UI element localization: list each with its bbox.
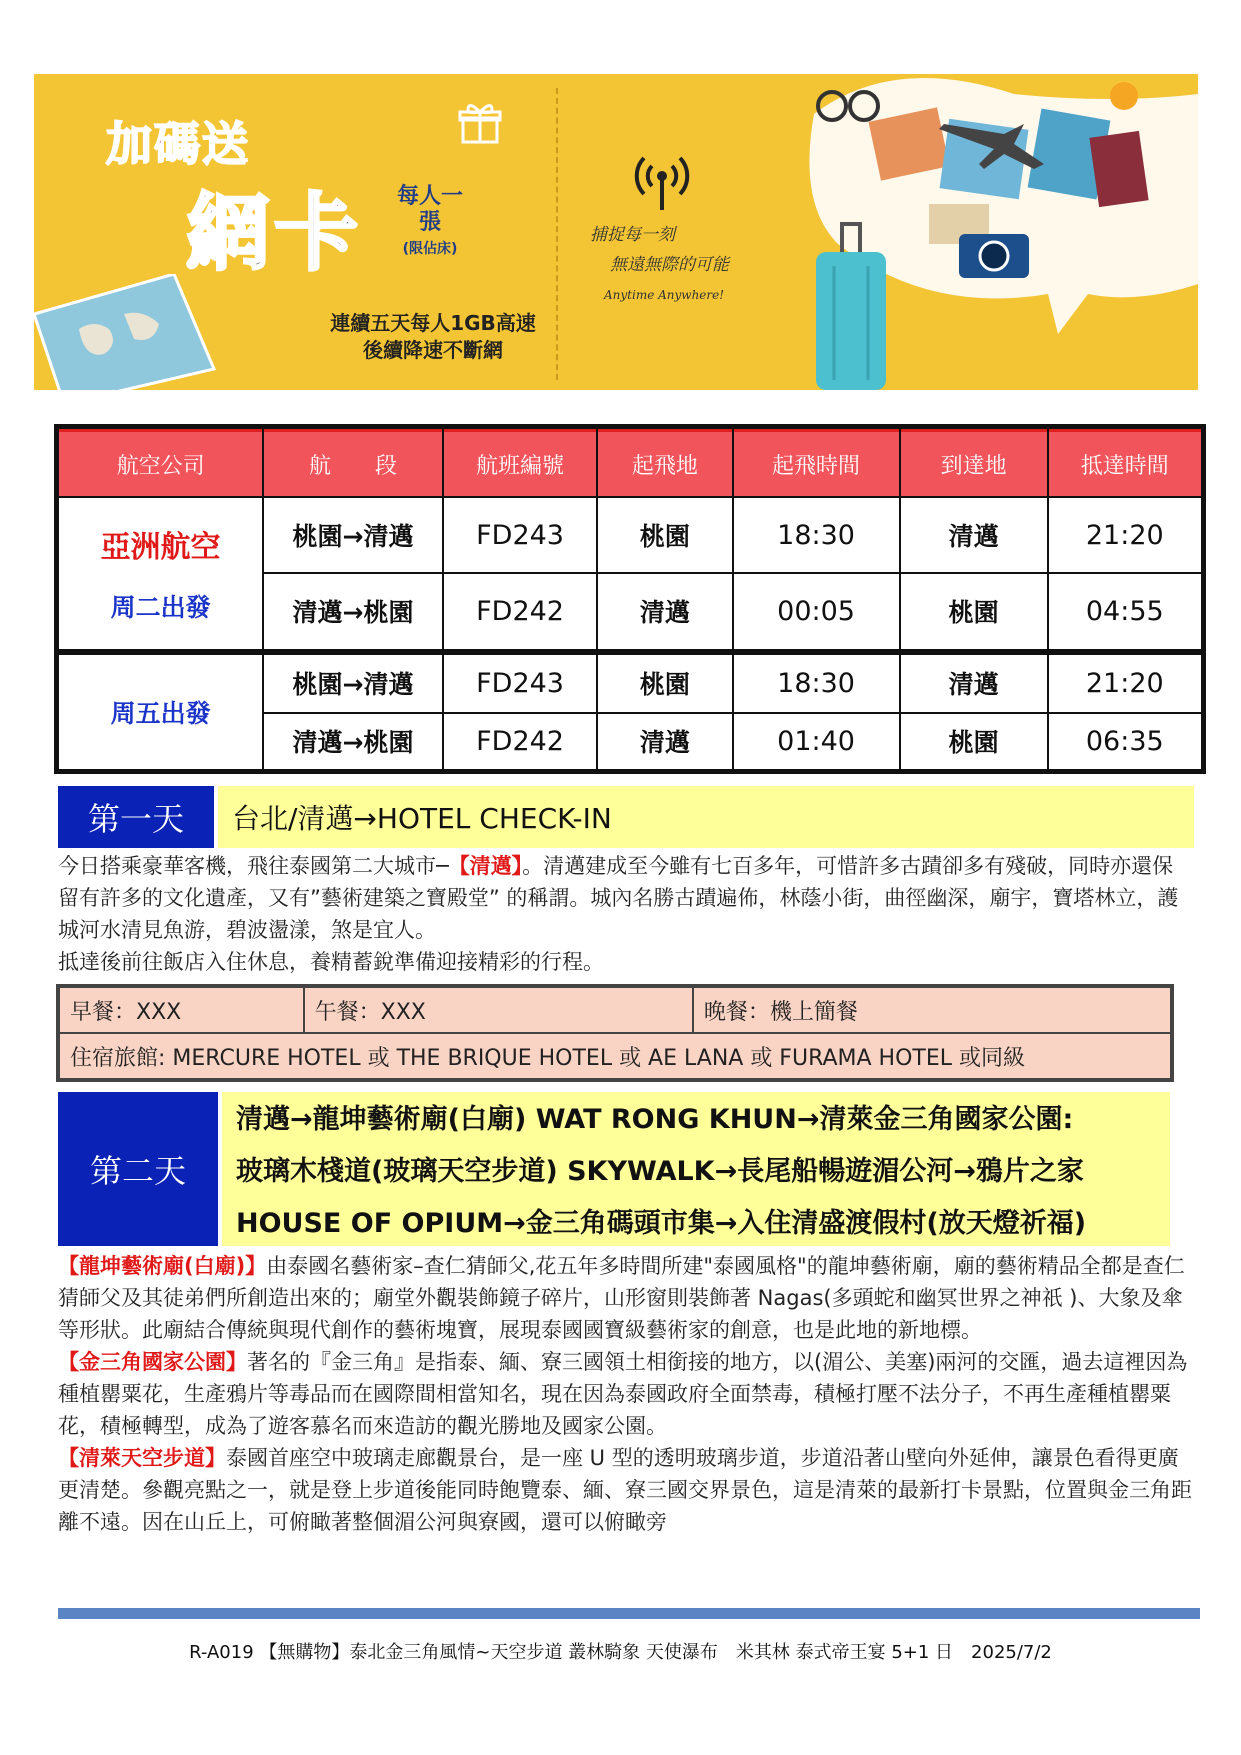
day2-label: 第二天 [58,1092,218,1246]
banner-description [278,310,588,364]
banner-desc-line2: 後續降速不斷網 [363,338,503,362]
header-arrival-city: 到達地 [901,429,1047,496]
departure-time-cell: 00:05 [734,574,899,648]
day1-p1-text-a: 今日搭乘豪華客機，飛往泰國第二大城市─ [58,854,449,878]
day-friday: 周五出發 [59,651,262,770]
day1-label: 第一天 [58,786,214,848]
departure-time-cell: 18:30 [734,651,899,712]
per-person-text: 每人一張 [396,184,463,235]
dinner-cell: 晚餐：機上簡餐 [693,987,1171,1033]
day2-title-line2: 玻璃木棧道(玻璃天空步道) SKYWALK→長尾船暢遊湄公河→鴉片之家 [236,1156,1084,1187]
hotel-cell: 住宿旅館: MERCURE HOTEL 或 THE BRIQUE HOTEL 或 AE LANA 或 FURAMA HOTEL 或同級 [59,1033,1171,1079]
table-row [59,987,1171,1033]
day1-p1-text-b: 。清邁建成至今雖有七百多年，可惜許多古蹟卻多有殘破，同時亦還保留有許多的文化遺產，又有”藝術建築之寶殿堂” 的稱謂。城內名勝古蹟遍佈，林蔭小街，曲徑幽深，廟宇，寶塔林立，護城河水清見魚游，碧波盪漾，煞是宜人。 [58,854,1179,942]
day2-description [58,1250,1192,1538]
day2-title [222,1092,1170,1246]
slogan-line1: 捕捉每一刻 [590,225,675,245]
slogan-line2: 無遠無際的可能 [610,255,729,275]
header-flight-no: 航班編號 [444,429,596,496]
departure-city-cell: 清邁 [598,714,731,769]
banner-slogan [590,220,729,310]
per-person-note: (限佔床) [402,241,458,257]
table-row [59,1033,1171,1079]
world-map-icon [34,274,224,390]
departure-city-cell: 桃園 [598,498,731,572]
arrival-city-cell: 清邁 [901,498,1047,572]
arrival-city-cell: 清邁 [901,651,1047,712]
banner-title-simcard: 網卡 [186,184,363,282]
banner-desc-line1: 連續五天每人1GB高速 [330,311,536,335]
day1-title: 台北/清邁→HOTEL CHECK-IN [218,786,1194,848]
header-departure-time: 起飛時間 [734,429,899,496]
page-footer: R-A019 【無購物】泰北金三角風情~天空步道 叢林騎象 天使瀑布 米其林 泰式帝王宴 5+1 日 2025/7/2 [189,1642,1052,1663]
arrival-city-cell: 桃園 [901,574,1047,648]
flight-no-cell: FD242 [444,714,596,769]
day2-title-line1: 清邁→龍坤藝術廟(白廟) WAT RONG KHUN→清萊金三角國家公園: [236,1104,1074,1135]
departure-time-cell: 01:40 [734,714,899,769]
promo-banner [34,74,1198,390]
table-row [59,651,1201,712]
skywalk-heading: 【清萊天空步道】 [58,1446,226,1470]
day2-section-golden-triangle [58,1346,1192,1442]
footer-divider [58,1608,1200,1619]
departure-city-cell: 桃園 [598,651,731,712]
travel-illustration-icon [794,74,1198,390]
meal-table [56,984,1174,1082]
day2-section-skywalk [58,1442,1192,1538]
day1-paragraph2: 抵達後前往飯店入住休息，養精蓄銳準備迎接精彩的行程。 [58,950,604,974]
day1-description [58,850,1192,978]
airline-cell [59,498,262,649]
lunch-cell: 午餐：XXX [304,987,693,1033]
airline-name: 亞洲航空 [100,530,221,566]
header-departure-city: 起飛地 [598,429,731,496]
golden-triangle-heading: 【金三角國家公園】 [58,1350,247,1374]
route-cell: 桃園→清邁 [264,651,442,712]
header-airline: 航空公司 [59,429,262,496]
departure-city-cell: 清邁 [598,574,731,648]
banner-divider [556,88,558,380]
flight-no-cell: FD243 [444,651,596,712]
breakfast-cell: 早餐：XXX [59,987,304,1033]
day1-paragraph1 [58,850,1192,946]
white-temple-heading: 【龍坤藝術廟(白廟)】 [58,1254,267,1278]
banner-per-person [390,184,470,262]
route-cell: 清邁→桃園 [264,574,442,648]
flight-table-header [59,429,1201,496]
golden-triangle-text: 著名的『金三角』是指泰、緬、寮三國領土相銜接的地方，以(湄公、美塞)兩河的交匯，過去這裡因為種植罌粟花，生產鴉片等毒品而在國際間相當知名，現在因為泰國政府全面禁毒，積極打壓不法分子，不再生產種植罌粟花，積極轉型，成為了遊客慕名而來造訪的觀光勝地及國家公園。 [58,1350,1188,1438]
arrival-time-cell: 21:20 [1049,651,1201,712]
flight-no-cell: FD243 [444,498,596,572]
departure-time-cell: 18:30 [734,498,899,572]
slogan-en: Anytime Anywhere! [604,288,725,302]
gift-icon [458,102,502,146]
day1-p1-highlight: 【清邁】 [448,854,523,878]
banner-title-bonus: 加碼送 [106,117,250,171]
arrival-time-cell: 21:20 [1049,498,1201,572]
flight-no-cell: FD242 [444,574,596,648]
signal-icon [632,152,692,212]
header-arrival-time: 抵達時間 [1049,429,1201,496]
white-temple-text: 由泰國名藝術家–查仁猜師父,花五年多時間所建"泰國風格"的龍坤藝術廟，廟的藝術精品全都是查仁猜師父及其徒弟們所創造出來的；廟堂外觀裝飾鏡子碎片，山形窗則裝飾著 Nagas(多頭蛇和幽冥世界之神祇 )、大象及傘等形狀。此廟結合傳統與現代創作的藝術塊寶，展現泰國國寶級藝術家的創意，也是此地的新地標。 [58,1254,1185,1342]
header-route: 航 段 [264,429,442,496]
skywalk-text: 泰國首座空中玻璃走廊觀景台，是一座 U 型的透明玻璃步道，步道沿著山壁向外延伸，讓景色看得更廣更清楚。參觀亮點之一，就是登上步道後能同時飽覽泰、緬、寮三國交界景色，這是清萊的最新打卡景點，位置與金三角距離不遠。因在山丘上，可俯瞰著整個湄公河與寮國，還可以俯瞰旁 [58,1446,1192,1534]
arrival-time-cell: 04:55 [1049,574,1201,648]
flight-schedule-table [54,424,1206,774]
route-cell: 清邁→桃園 [264,714,442,769]
day2-title-line3: HOUSE OF OPIUM→金三角碼頭市集→入住清盛渡假村(放天燈祈福) [236,1208,1087,1239]
day2-section-white-temple [58,1250,1192,1346]
arrival-time-cell: 06:35 [1049,714,1201,769]
table-row [59,498,1201,572]
day-tuesday: 周二出發 [110,593,211,623]
route-cell: 桃園→清邁 [264,498,442,572]
arrival-city-cell: 桃園 [901,714,1047,769]
